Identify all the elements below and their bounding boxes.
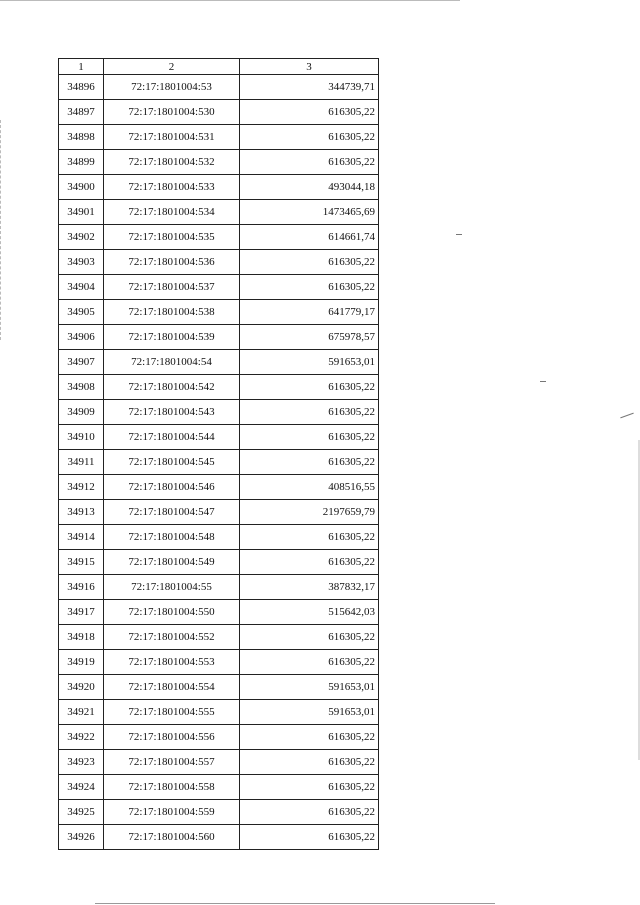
table-header-row [59, 59, 379, 75]
row-number-cell: 34918 [59, 625, 104, 650]
row-number-cell: 34916 [59, 575, 104, 600]
cadastral-value-table [58, 58, 379, 850]
cadastral-value-cell: 616305,22 [240, 150, 379, 175]
cadastral-number-cell: 72:17:1801004:54 [104, 350, 240, 375]
table-row [59, 75, 379, 100]
cadastral-value-cell: 616305,22 [240, 750, 379, 775]
cadastral-number-cell: 72:17:1801004:559 [104, 800, 240, 825]
cadastral-number-cell: 72:17:1801004:543 [104, 400, 240, 425]
cadastral-value-cell: 616305,22 [240, 425, 379, 450]
cadastral-value-cell: 616305,22 [240, 100, 379, 125]
cadastral-number-cell: 72:17:1801004:55 [104, 575, 240, 600]
cadastral-value-cell: 387832,17 [240, 575, 379, 600]
table-row [59, 725, 379, 750]
cadastral-number-cell: 72:17:1801004:555 [104, 700, 240, 725]
cadastral-number-cell: 72:17:1801004:532 [104, 150, 240, 175]
table-row [59, 225, 379, 250]
table-row [59, 600, 379, 625]
table-row [59, 150, 379, 175]
cadastral-number-cell: 72:17:1801004:552 [104, 625, 240, 650]
table-row [59, 400, 379, 425]
table-row [59, 700, 379, 725]
row-number-cell: 34920 [59, 675, 104, 700]
table-row [59, 550, 379, 575]
row-number-cell: 34905 [59, 300, 104, 325]
cadastral-number-cell: 72:17:1801004:53 [104, 75, 240, 100]
bottom-scan-rule [95, 903, 495, 904]
row-number-cell: 34912 [59, 475, 104, 500]
cadastral-number-cell: 72:17:1801004:557 [104, 750, 240, 775]
cadastral-value-cell: 616305,22 [240, 375, 379, 400]
cadastral-value-cell: 2197659,79 [240, 500, 379, 525]
row-number-cell: 34897 [59, 100, 104, 125]
cadastral-number-cell: 72:17:1801004:535 [104, 225, 240, 250]
cadastral-value-cell: 616305,22 [240, 725, 379, 750]
table-row [59, 175, 379, 200]
cadastral-number-cell: 72:17:1801004:545 [104, 450, 240, 475]
cadastral-number-cell: 72:17:1801004:553 [104, 650, 240, 675]
cadastral-value-cell: 616305,22 [240, 775, 379, 800]
cadastral-value-cell: 1473465,69 [240, 200, 379, 225]
cadastral-number-cell: 72:17:1801004:538 [104, 300, 240, 325]
row-number-cell: 34900 [59, 175, 104, 200]
row-number-cell: 34908 [59, 375, 104, 400]
cadastral-number-cell: 72:17:1801004:546 [104, 475, 240, 500]
row-number-cell: 34919 [59, 650, 104, 675]
cadastral-number-cell: 72:17:1801004:549 [104, 550, 240, 575]
cadastral-value-cell: 616305,22 [240, 250, 379, 275]
cadastral-number-cell: 72:17:1801004:539 [104, 325, 240, 350]
table-row [59, 275, 379, 300]
table-row [59, 100, 379, 125]
row-number-cell: 34922 [59, 725, 104, 750]
row-number-cell: 34902 [59, 225, 104, 250]
table-row [59, 800, 379, 825]
cadastral-number-cell: 72:17:1801004:554 [104, 675, 240, 700]
row-number-cell: 34910 [59, 425, 104, 450]
cadastral-value-cell: 675978,57 [240, 325, 379, 350]
cadastral-value-cell: 344739,71 [240, 75, 379, 100]
cadastral-number-cell: 72:17:1801004:536 [104, 250, 240, 275]
cadastral-value-cell: 616305,22 [240, 650, 379, 675]
cadastral-value-cell: 616305,22 [240, 550, 379, 575]
top-scan-rule [0, 0, 460, 1]
row-number-cell: 34911 [59, 450, 104, 475]
row-number-cell: 34924 [59, 775, 104, 800]
table-row [59, 525, 379, 550]
cadastral-value-cell: 591653,01 [240, 700, 379, 725]
table-row [59, 350, 379, 375]
scan-speck [540, 381, 546, 382]
row-number-cell: 34906 [59, 325, 104, 350]
left-scan-marks [0, 120, 3, 340]
table-row [59, 650, 379, 675]
table-row [59, 300, 379, 325]
cadastral-value-cell: 641779,17 [240, 300, 379, 325]
cadastral-value-cell: 616305,22 [240, 125, 379, 150]
table-row [59, 750, 379, 775]
row-number-cell: 34914 [59, 525, 104, 550]
row-number-cell: 34926 [59, 825, 104, 850]
table-row [59, 325, 379, 350]
cadastral-value-cell: 515642,03 [240, 600, 379, 625]
column-header-value: 3 [240, 59, 379, 75]
table-body [59, 75, 379, 850]
cadastral-value-cell: 616305,22 [240, 525, 379, 550]
cadastral-number-cell: 72:17:1801004:534 [104, 200, 240, 225]
table-row [59, 450, 379, 475]
table-row [59, 425, 379, 450]
row-number-cell: 34925 [59, 800, 104, 825]
row-number-cell: 34921 [59, 700, 104, 725]
row-number-cell: 34923 [59, 750, 104, 775]
cadastral-value-cell: 616305,22 [240, 825, 379, 850]
cadastral-value-cell: 616305,22 [240, 275, 379, 300]
table-row [59, 250, 379, 275]
scan-speck [456, 234, 462, 235]
row-number-cell: 34913 [59, 500, 104, 525]
cadastral-number-cell: 72:17:1801004:558 [104, 775, 240, 800]
cadastral-value-cell: 616305,22 [240, 400, 379, 425]
table-row [59, 575, 379, 600]
cadastral-number-cell: 72:17:1801004:556 [104, 725, 240, 750]
cadastral-number-cell: 72:17:1801004:548 [104, 525, 240, 550]
cadastral-value-cell: 408516,55 [240, 475, 379, 500]
cadastral-number-cell: 72:17:1801004:550 [104, 600, 240, 625]
cadastral-number-cell: 72:17:1801004:547 [104, 500, 240, 525]
row-number-cell: 34898 [59, 125, 104, 150]
cadastral-value-cell: 616305,22 [240, 625, 379, 650]
cadastral-number-cell: 72:17:1801004:544 [104, 425, 240, 450]
cadastral-number-cell: 72:17:1801004:542 [104, 375, 240, 400]
row-number-cell: 34896 [59, 75, 104, 100]
table-row [59, 775, 379, 800]
cadastral-value-cell: 493044,18 [240, 175, 379, 200]
scan-speck [620, 413, 633, 419]
cadastral-number-cell: 72:17:1801004:537 [104, 275, 240, 300]
table-row [59, 675, 379, 700]
cadastral-number-cell: 72:17:1801004:531 [104, 125, 240, 150]
table-row [59, 125, 379, 150]
row-number-cell: 34909 [59, 400, 104, 425]
cadastral-value-cell: 616305,22 [240, 450, 379, 475]
row-number-cell: 34904 [59, 275, 104, 300]
row-number-cell: 34901 [59, 200, 104, 225]
cadastral-number-cell: 72:17:1801004:560 [104, 825, 240, 850]
cadastral-value-cell: 591653,01 [240, 350, 379, 375]
row-number-cell: 34917 [59, 600, 104, 625]
row-number-cell: 34915 [59, 550, 104, 575]
table-row [59, 200, 379, 225]
table-row [59, 475, 379, 500]
column-header-cadastral: 2 [104, 59, 240, 75]
cadastral-value-cell: 614661,74 [240, 225, 379, 250]
cadastral-value-cell: 616305,22 [240, 800, 379, 825]
table-row [59, 625, 379, 650]
cadastral-value-cell: 591653,01 [240, 675, 379, 700]
table-row [59, 375, 379, 400]
column-header-number: 1 [59, 59, 104, 75]
table-row [59, 825, 379, 850]
row-number-cell: 34899 [59, 150, 104, 175]
row-number-cell: 34907 [59, 350, 104, 375]
row-number-cell: 34903 [59, 250, 104, 275]
cadastral-number-cell: 72:17:1801004:530 [104, 100, 240, 125]
table-row [59, 500, 379, 525]
cadastral-number-cell: 72:17:1801004:533 [104, 175, 240, 200]
